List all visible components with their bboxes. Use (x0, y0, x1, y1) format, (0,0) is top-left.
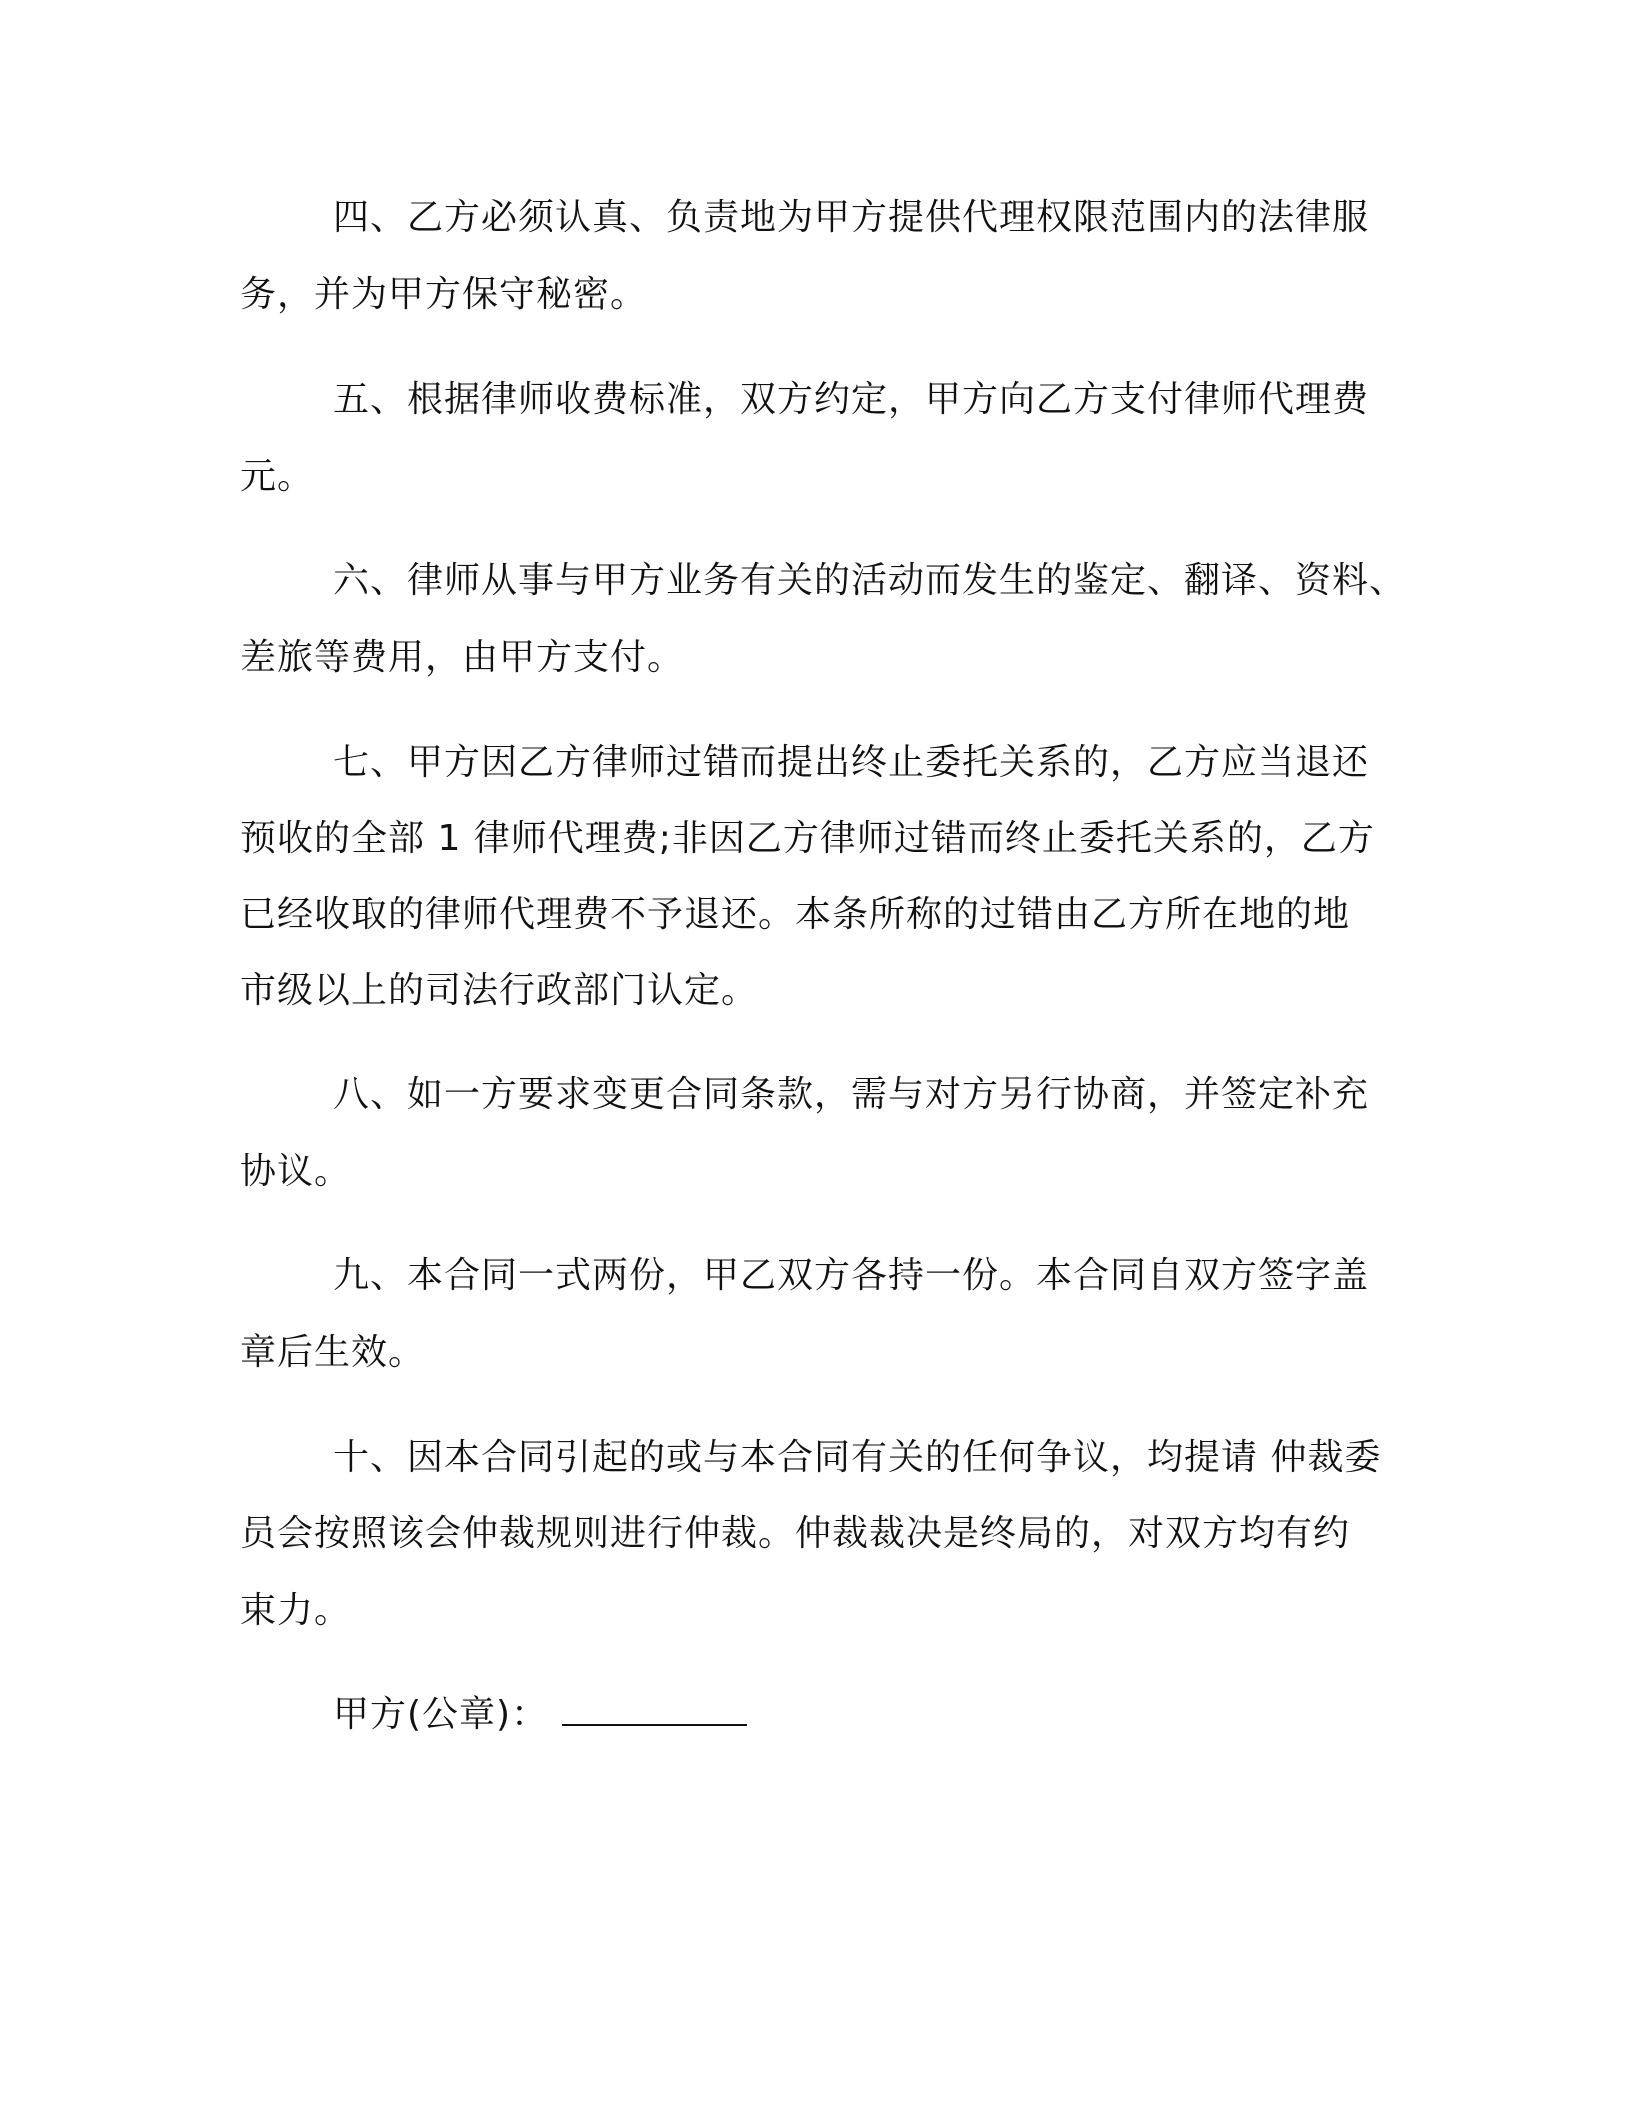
clause-6-line-2: 差旅等费用，由甲方支付。 (240, 637, 685, 678)
clause-7-line-2: 预收的全部 1 律师代理费;非因乙方律师过错而终止委托关系的，乙方 (240, 818, 1375, 859)
signature-blank[interactable] (562, 1694, 747, 1726)
clause-4-line-2: 务，并为甲方保守秘密。 (240, 274, 648, 315)
clause-5-line-2: 元。 (240, 456, 315, 497)
clause-8-line-1: 八、如一方要求变更合同条款，需与对方另行协商，并签定补充 (333, 1074, 1370, 1115)
signature-label: 甲方(公章)： (333, 1694, 549, 1735)
signature-line (333, 1693, 747, 1737)
clause-7-line-1: 七、甲方因乙方律师过错而提出终止委托关系的，乙方应当退还 (333, 742, 1370, 783)
clause-8-line-2: 协议。 (240, 1151, 352, 1192)
clause-4-line-1: 四、乙方必须认真、负责地为甲方提供代理权限范围内的法律服 (333, 197, 1370, 238)
clause-10-line-1: 十、因本合同引起的或与本合同有关的任何争议，均提请 仲裁委 (333, 1437, 1382, 1478)
clause-7-line-3: 已经收取的律师代理费不予退还。本条所称的过错由乙方所在地的地 (240, 894, 1351, 935)
clause-9-line-2: 章后生效。 (240, 1332, 426, 1373)
clause-6-line-1: 六、律师从事与甲方业务有关的活动而发生的鉴定、翻译、资料、 (333, 560, 1407, 601)
clause-7-line-4: 市级以上的司法行政部门认定。 (240, 970, 759, 1011)
clause-9-line-1: 九、本合同一式两份，甲乙双方各持一份。本合同自双方签字盖 (333, 1255, 1370, 1296)
clause-5-line-1: 五、根据律师收费标准，双方约定，甲方向乙方支付律师代理费 (333, 379, 1370, 420)
clause-10-line-2: 员会按照该会仲裁规则进行仲裁。仲裁裁决是终局的，对双方均有约 (240, 1513, 1351, 1554)
clause-10-line-3: 束力。 (240, 1590, 352, 1631)
